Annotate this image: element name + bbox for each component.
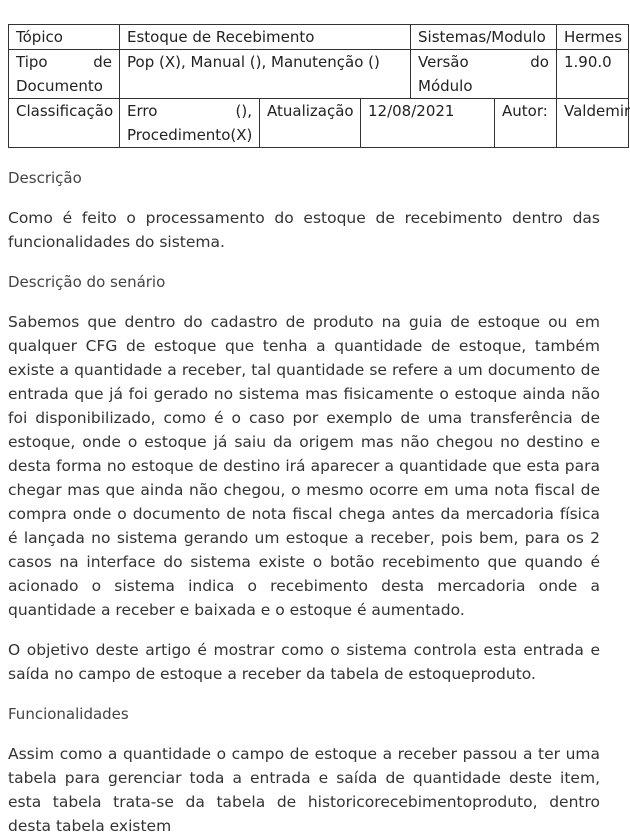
atualizacao-value: 12/08/2021: [361, 99, 495, 148]
sistemas-label: Sistemas/Modulo: [411, 25, 557, 50]
autor-value: Valdemir: [557, 99, 629, 148]
tipo-documento-label: Tipo de Documento: [9, 50, 120, 99]
autor-label: Autor:: [495, 99, 557, 148]
funcionalidades-paragraph: Assim como a quantidade o campo de estoque a receber passou a ter uma tabela para gerenciar toda a entrada e saída de quantidade deste item, esta tabela trata-se da tabela de historicorecebimentoproduto, dentro desta tabela existem: [8, 745, 600, 835]
classificacao-value: Erro (), Procedimento(X): [120, 99, 260, 148]
versao-modulo-label: Versão do Módulo: [411, 50, 557, 99]
versao-modulo-value: 1.90.0: [557, 50, 629, 99]
atualizacao-label: Atualização: [260, 99, 361, 148]
document-meta-table: [8, 24, 629, 148]
funcionalidades-heading: Funcionalidades: [8, 705, 129, 723]
classificacao-label: Classificação: [9, 99, 120, 148]
tipo-documento-value: Pop (X), Manual (), Manutenção (): [120, 50, 411, 99]
descricao-heading: Descrição: [8, 169, 82, 187]
sistemas-value: Hermes: [557, 25, 629, 50]
document: [8, 24, 630, 838]
topico-label: Tópico: [9, 25, 120, 50]
topico-value: Estoque de Recebimento: [120, 25, 411, 50]
cenario-paragraph: Sabemos que dentro do cadastro de produto na guia de estoque ou em qualquer CFG de estoque que tenha a quantidade de estoque, também existe a quantidade a receber, tal quantidade se refere a um documento de entrada que já foi gerado no sistema mas fisicamente o estoque ainda não foi disponibilizado, como é o caso por exemplo de uma transferência de estoque, onde o estoque já saiu da origem mas não chegou no destino e desta forma no estoque de destino irá aparecer a quantidade que esta para chegar mas que ainda não chegou, o mesmo ocorre em uma nota fiscal de compra onde o documento de nota fiscal chega antes da mercadoria física é lançada no sistema gerando um estoque a receber, pois bem, para os 2 casos na interface do sistema existe o botão recebimento que quando é acionado o sistema indica o recebimento desta mercadoria onde a quantidade a receber e baixada e o estoque é aumentado.: [8, 313, 600, 619]
cenario-heading: Descrição do senário: [8, 273, 166, 291]
objetivo-paragraph: O objetivo deste artigo é mostrar como o sistema controla esta entrada e saída no campo de estoque a receber da tabela de estoqueproduto.: [8, 641, 600, 683]
descricao-paragraph: Como é feito o processamento do estoque de recebimento dentro das funcionalidades do sistema.: [8, 209, 600, 251]
